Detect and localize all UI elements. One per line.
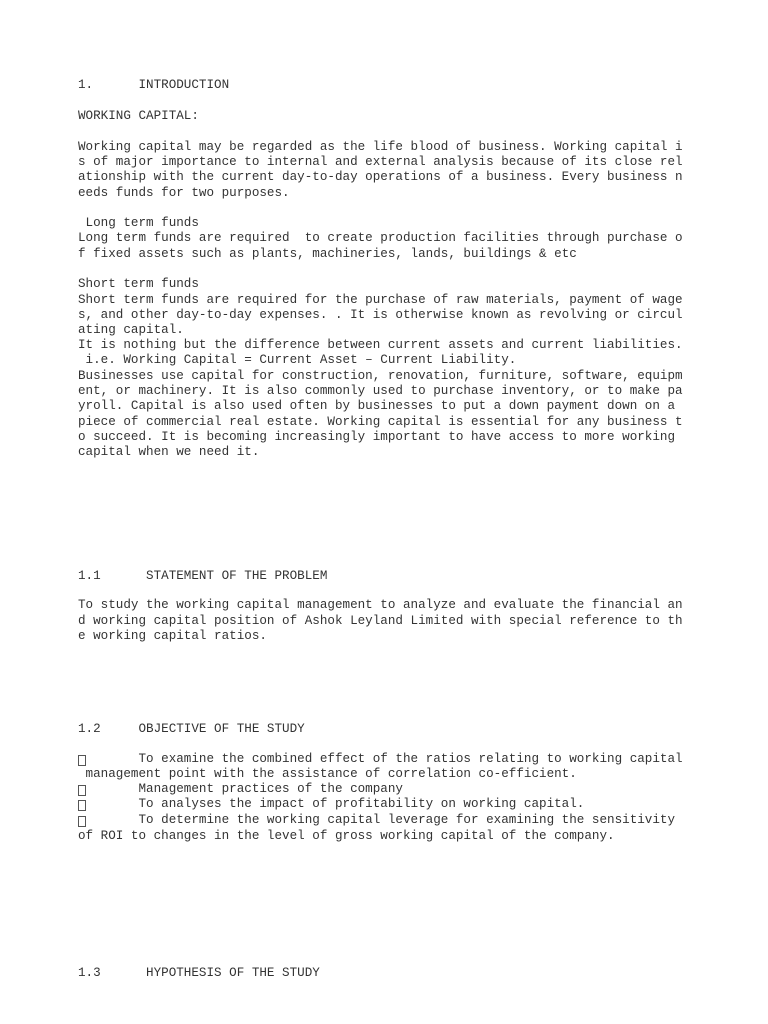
long-term-heading: Long term funds bbox=[78, 216, 199, 230]
short-term-paragraph-line: i.e. Working Capital = Current Asset – Current Liability. bbox=[78, 353, 517, 367]
short-term-paragraph-line: ating capital. bbox=[78, 323, 184, 337]
intro-paragraph-line: eeds funds for two purposes. bbox=[78, 186, 290, 200]
objective-item-line: To analyses the impact of profitability on working capital. bbox=[78, 797, 585, 811]
short-term-paragraph-line: yroll. Capital is also used often by businesses to put a down payment down on a bbox=[78, 399, 676, 413]
long-term-paragraph-line: Long term funds are required to create production facilities through purchase o bbox=[78, 231, 683, 245]
objective-item-line: To examine the combined effect of the ratios relating to working capital bbox=[78, 752, 683, 766]
intro-heading: 1. INTRODUCTION bbox=[78, 78, 230, 92]
intro-paragraph-line: s of major importance to internal and external analysis because of its close rel bbox=[78, 155, 683, 169]
hypothesis-heading: 1.3 HYPOTHESIS OF THE STUDY bbox=[78, 966, 320, 980]
problem-paragraph-line: To study the working capital management to analyze and evaluate the financial an bbox=[78, 598, 683, 612]
working-capital-heading: WORKING CAPITAL: bbox=[78, 109, 199, 123]
intro-paragraph-line: ationship with the current day-to-day operations of a business. Every business n bbox=[78, 170, 683, 184]
short-term-paragraph-line: o succeed. It is becoming increasingly important to have access to more working bbox=[78, 430, 676, 444]
intro-paragraph-line: Working capital may be regarded as the life blood of business. Working capital i bbox=[78, 140, 683, 154]
short-term-paragraph-line: s, and other day-to-day expenses. . It is otherwise known as revolving or circul bbox=[78, 308, 683, 322]
short-term-paragraph-line: capital when we need it. bbox=[78, 445, 260, 459]
short-term-paragraph-line: Short term funds are required for the purchase of raw materials, payment of wage bbox=[78, 293, 683, 307]
short-term-paragraph-line: ent, or machinery. It is also commonly used to purchase inventory, or to make pa bbox=[78, 384, 683, 398]
objective-item-line: of ROI to changes in the level of gross working capital of the company. bbox=[78, 829, 615, 843]
problem-heading: 1.1 STATEMENT OF THE PROBLEM bbox=[78, 569, 328, 583]
objective-item-line: management point with the assistance of correlation co-efficient. bbox=[78, 767, 577, 781]
objective-heading: 1.2 OBJECTIVE OF THE STUDY bbox=[78, 722, 305, 736]
short-term-heading: Short term funds bbox=[78, 277, 199, 291]
objective-item-line: Management practices of the company bbox=[78, 782, 403, 796]
problem-paragraph-line: d working capital position of Ashok Leyland Limited with special reference to th bbox=[78, 614, 683, 628]
short-term-paragraph-line: It is nothing but the difference between current assets and current liabilities. bbox=[78, 338, 683, 352]
long-term-paragraph-line: f fixed assets such as plants, machineries, lands, buildings & etc bbox=[78, 247, 577, 261]
objective-item-line: To determine the working capital leverage for examining the sensitivity bbox=[78, 813, 676, 827]
problem-paragraph-line: e working capital ratios. bbox=[78, 629, 267, 643]
short-term-paragraph-line: piece of commercial real estate. Working capital is essential for any business t bbox=[78, 415, 683, 429]
short-term-paragraph-line: Businesses use capital for construction, renovation, furniture, software, equipm bbox=[78, 369, 683, 383]
